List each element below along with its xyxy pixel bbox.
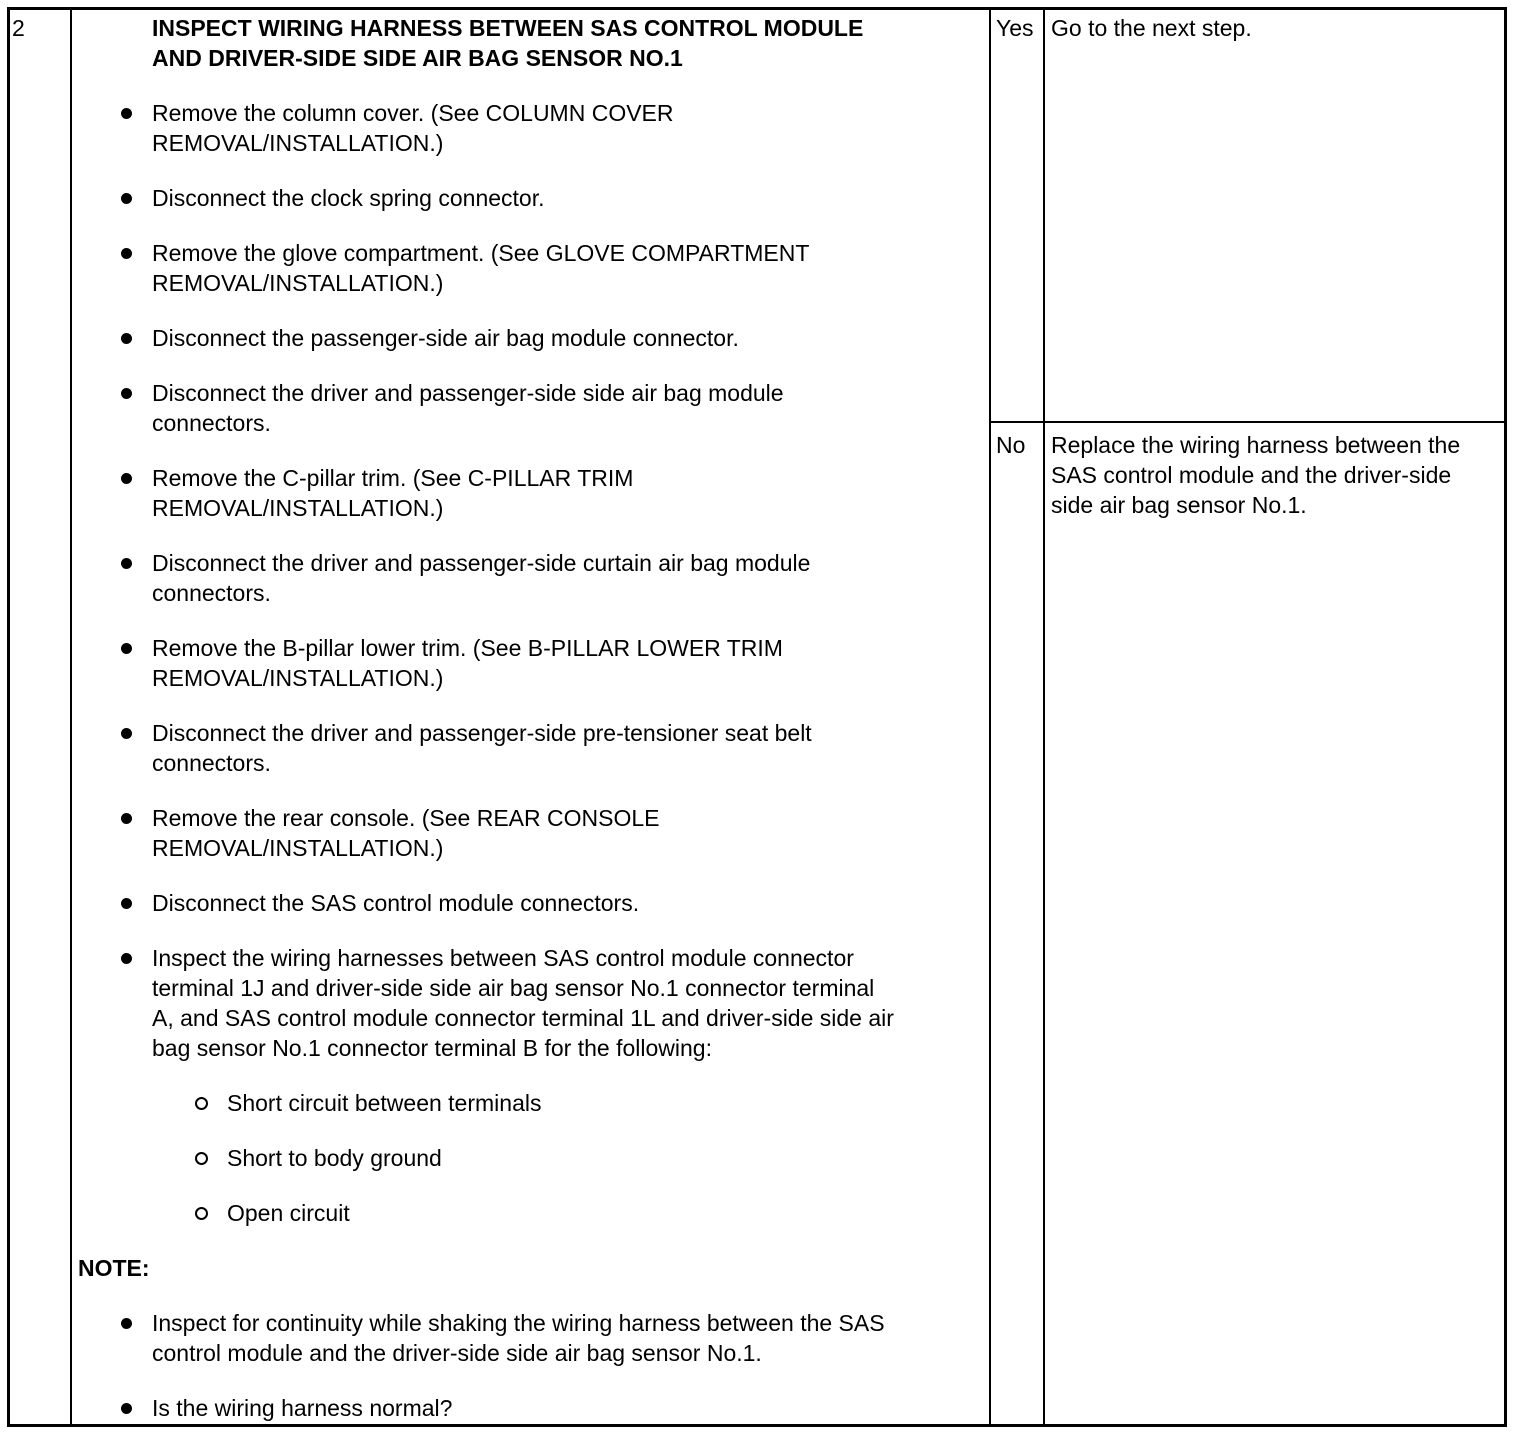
- procedure-step: Disconnect the clock spring connector.: [152, 185, 545, 211]
- procedure-step: Remove the rear console. (See REAR CONSOLE: [152, 805, 660, 831]
- procedure-step: REMOVAL/INSTALLATION.): [152, 835, 444, 861]
- procedure-step: bag sensor No.1 connector terminal B for the following:: [152, 1035, 712, 1061]
- procedure-step: Disconnect the driver and passenger-side curtain air bag module: [152, 550, 811, 576]
- check-item: Open circuit: [227, 1200, 350, 1226]
- bullet-icon: [121, 813, 132, 824]
- bullet-icon: [121, 248, 132, 259]
- procedure-step: REMOVAL/INSTALLATION.): [152, 665, 444, 691]
- column-divider: [989, 7, 991, 1427]
- step-number: 2: [12, 15, 25, 41]
- step-heading: AND DRIVER-SIDE SIDE AIR BAG SENSOR NO.1: [152, 45, 683, 71]
- result-yes-label: Yes: [996, 15, 1034, 41]
- result-no-action: Replace the wiring harness between the: [1051, 432, 1461, 458]
- procedure-step: Disconnect the SAS control module connectors.: [152, 890, 640, 916]
- bullet-icon: [121, 643, 132, 654]
- bullet-icon: [121, 1318, 132, 1329]
- bullet-icon: [121, 558, 132, 569]
- bullet-icon: [121, 728, 132, 739]
- note-item: Is the wiring harness normal?: [152, 1395, 453, 1421]
- bullet-icon: [121, 108, 132, 119]
- bullet-icon: [121, 388, 132, 399]
- procedure-step: terminal 1J and driver-side side air bag sensor No.1 connector terminal: [152, 975, 875, 1001]
- check-item: Short to body ground: [227, 1145, 442, 1171]
- bullet-icon: [121, 898, 132, 909]
- procedure-step: Disconnect the driver and passenger-side side air bag module: [152, 380, 784, 406]
- note-label: NOTE:: [78, 1255, 150, 1281]
- bullet-icon: [121, 953, 132, 964]
- circle-bullet-icon: [195, 1207, 208, 1220]
- result-no-action: SAS control module and the driver-side: [1051, 462, 1452, 488]
- procedure-step: Inspect the wiring harnesses between SAS control module connector: [152, 945, 854, 971]
- procedure-step: Remove the column cover. (See COLUMN COVER: [152, 100, 674, 126]
- procedure-step: REMOVAL/INSTALLATION.): [152, 130, 444, 156]
- procedure-step: connectors.: [152, 410, 271, 436]
- note-item: Inspect for continuity while shaking the wiring harness between the SAS: [152, 1310, 885, 1336]
- note-item: control module and the driver-side side air bag sensor No.1.: [152, 1340, 762, 1366]
- procedure-step: Remove the glove compartment. (See GLOVE COMPARTMENT: [152, 240, 810, 266]
- procedure-step: Remove the B-pillar lower trim. (See B-PILLAR LOWER TRIM: [152, 635, 783, 661]
- procedure-step: Disconnect the passenger-side air bag module connector.: [152, 325, 739, 351]
- step-heading: INSPECT WIRING HARNESS BETWEEN SAS CONTROL MODULE: [152, 15, 864, 41]
- bullet-icon: [121, 193, 132, 204]
- result-no-label: No: [996, 432, 1026, 458]
- bullet-icon: [121, 333, 132, 344]
- column-divider: [1043, 7, 1045, 1427]
- result-no-action: side air bag sensor No.1.: [1051, 492, 1307, 518]
- circle-bullet-icon: [195, 1097, 208, 1110]
- bullet-icon: [121, 1403, 132, 1414]
- procedure-step: Remove the C-pillar trim. (See C-PILLAR TRIM: [152, 465, 634, 491]
- procedure-step: REMOVAL/INSTALLATION.): [152, 270, 444, 296]
- column-divider: [70, 7, 72, 1427]
- procedure-step: connectors.: [152, 580, 271, 606]
- procedure-step: REMOVAL/INSTALLATION.): [152, 495, 444, 521]
- row-divider: [989, 421, 1505, 423]
- check-item: Short circuit between terminals: [227, 1090, 542, 1116]
- procedure-step: Disconnect the driver and passenger-side pre-tensioner seat belt: [152, 720, 812, 746]
- result-yes-action: Go to the next step.: [1051, 15, 1252, 41]
- procedure-step: connectors.: [152, 750, 271, 776]
- bullet-icon: [121, 473, 132, 484]
- procedure-step: A, and SAS control module connector terminal 1L and driver-side side air: [152, 1005, 894, 1031]
- circle-bullet-icon: [195, 1152, 208, 1165]
